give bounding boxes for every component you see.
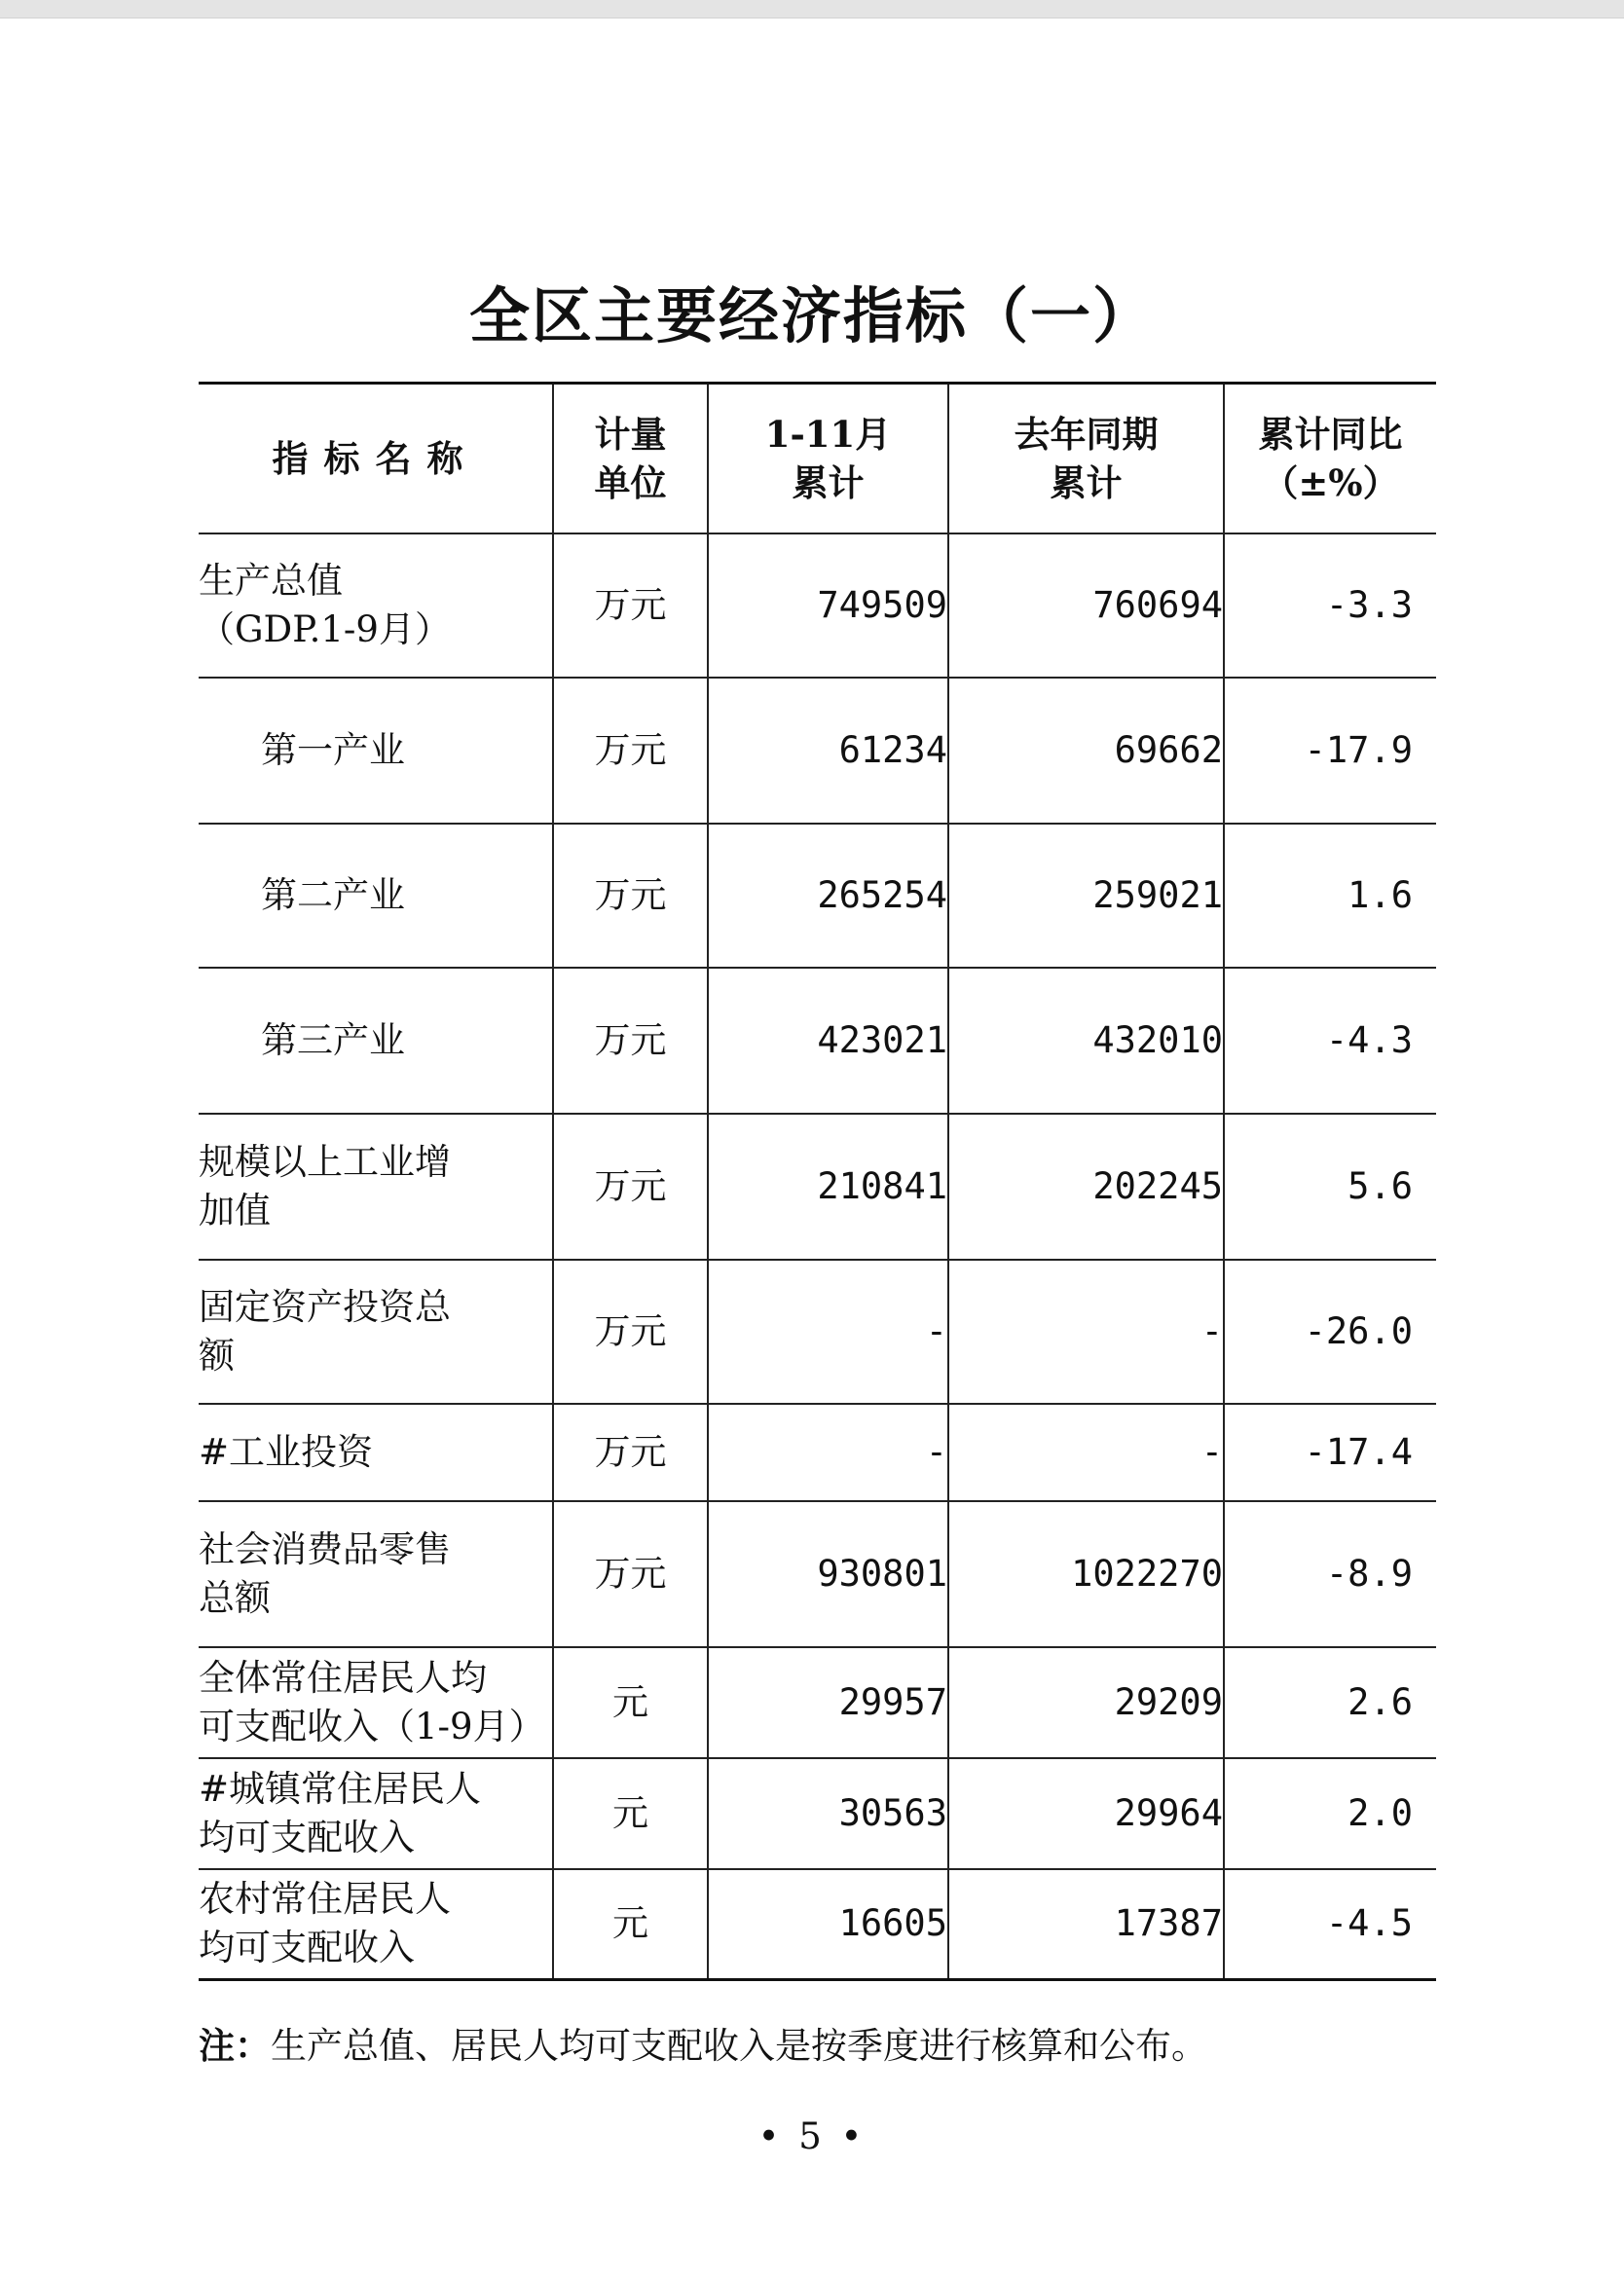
footnote-text: 生产总值、居民人均可支配收入是按季度进行核算和公布。 — [271, 2025, 1207, 2067]
current-cumulative: 423021 — [708, 968, 948, 1114]
table-row — [199, 1501, 1436, 1647]
current-cumulative: 16605 — [708, 1869, 948, 1979]
last-year-cumulative: - — [948, 1260, 1224, 1404]
indicator-name — [199, 968, 553, 1114]
indicator-name — [199, 1758, 553, 1869]
indicator-name — [199, 824, 553, 968]
indicator-name-line: 加值 — [199, 1190, 271, 1231]
indicator-name-line: 第一产业 — [261, 729, 405, 771]
last-year-cumulative: 1022270 — [948, 1501, 1224, 1647]
footnote-lead: 注： — [199, 2024, 271, 2067]
indicator-name-line: 均可支配收入 — [199, 1927, 415, 1969]
indicator-name — [199, 1501, 553, 1647]
indicator-name-line: 全体常住居民人均 — [199, 1657, 487, 1699]
indicator-name-line: 额 — [199, 1335, 235, 1377]
header-last-year-line1: 去年同期 — [1014, 413, 1159, 456]
header-current — [708, 384, 948, 534]
indicator-unit: 万元 — [553, 1404, 708, 1501]
indicator-name-line: 社会消费品零售 — [199, 1528, 451, 1570]
indicator-name-line: 固定资产投资总 — [199, 1286, 451, 1328]
header-unit-line1: 计量 — [594, 413, 667, 456]
indicator-name-line: （GDP.1-9月） — [199, 608, 451, 650]
indicator-name-line: #城镇常住居民人 — [199, 1768, 482, 1810]
yoy-change: 5.6 — [1224, 1114, 1436, 1260]
footnote — [199, 2021, 1464, 2071]
indicator-name-line: 规模以上工业增 — [199, 1141, 451, 1183]
indicator-name — [199, 1647, 553, 1758]
yoy-change: -17.4 — [1224, 1404, 1436, 1501]
indicator-unit: 万元 — [553, 1501, 708, 1647]
header-last-year — [948, 384, 1224, 534]
indicator-name — [199, 1260, 553, 1404]
current-cumulative: - — [708, 1404, 948, 1501]
indicator-name — [199, 1869, 553, 1979]
header-current-line1: 1-11月 — [764, 413, 892, 456]
indicator-unit: 万元 — [553, 824, 708, 968]
yoy-change: -3.3 — [1224, 533, 1436, 678]
last-year-cumulative: 760694 — [948, 533, 1224, 678]
indicator-name-line: 生产总值 — [199, 560, 343, 602]
last-year-cumulative: 29964 — [948, 1758, 1224, 1869]
page-number: • 5 • — [757, 2115, 867, 2157]
table-row — [199, 968, 1436, 1114]
table-row — [199, 1404, 1436, 1501]
header-unit-line2: 单位 — [594, 461, 667, 504]
indicator-name-line: 农村常住居民人 — [199, 1878, 451, 1921]
table-row — [199, 1869, 1436, 1979]
current-cumulative: 265254 — [708, 824, 948, 968]
current-cumulative: 749509 — [708, 533, 948, 678]
last-year-cumulative: 202245 — [948, 1114, 1224, 1260]
current-cumulative: - — [708, 1260, 948, 1404]
page-title: 全区主要经济指标（一） — [468, 280, 1155, 351]
indicator-name-line: 可支配收入（1-9月） — [199, 1706, 545, 1747]
indicator-unit: 万元 — [553, 678, 708, 824]
table-row — [199, 1758, 1436, 1869]
yoy-change: 2.6 — [1224, 1647, 1436, 1758]
indicator-name — [199, 1114, 553, 1260]
header-yoy — [1224, 384, 1436, 534]
last-year-cumulative: 29209 — [948, 1647, 1224, 1758]
table-row — [199, 1260, 1436, 1404]
table-row — [199, 533, 1436, 678]
indicator-name-line: 总额 — [199, 1577, 271, 1619]
header-current-line2: 累计 — [792, 461, 865, 504]
header-unit — [553, 384, 708, 534]
indicator-name — [199, 1404, 553, 1501]
viewer-top-band — [0, 0, 1624, 18]
indicator-unit: 元 — [553, 1647, 708, 1758]
yoy-change: 2.0 — [1224, 1758, 1436, 1869]
indicator-name — [199, 533, 553, 678]
yoy-change: 1.6 — [1224, 824, 1436, 968]
indicator-unit: 元 — [553, 1758, 708, 1869]
yoy-change: -4.5 — [1224, 1869, 1436, 1979]
table-row — [199, 678, 1436, 824]
table-row — [199, 1114, 1436, 1260]
yoy-change: -8.9 — [1224, 1501, 1436, 1647]
current-cumulative: 29957 — [708, 1647, 948, 1758]
header-last-year-line2: 累计 — [1050, 461, 1123, 504]
yoy-change: -17.9 — [1224, 678, 1436, 824]
current-cumulative: 30563 — [708, 1758, 948, 1869]
indicator-unit: 万元 — [553, 1260, 708, 1404]
economic-indicators-table — [199, 382, 1436, 1981]
indicator-unit: 元 — [553, 1869, 708, 1979]
indicator-unit: 万元 — [553, 968, 708, 1114]
last-year-cumulative: 69662 — [948, 678, 1224, 824]
indicator-name — [199, 678, 553, 824]
header-indicator-name: 指标名称 — [199, 384, 553, 534]
table-row — [199, 824, 1436, 968]
last-year-cumulative: 259021 — [948, 824, 1224, 968]
header-yoy-line2: （±%） — [1262, 461, 1399, 504]
indicator-unit: 万元 — [553, 1114, 708, 1260]
indicator-name-line: 均可支配收入 — [199, 1817, 415, 1858]
last-year-cumulative: 432010 — [948, 968, 1224, 1114]
yoy-change: -4.3 — [1224, 968, 1436, 1114]
last-year-cumulative: - — [948, 1404, 1224, 1501]
current-cumulative: 210841 — [708, 1114, 948, 1260]
indicator-name-line: 第二产业 — [261, 874, 405, 916]
yoy-change: -26.0 — [1224, 1260, 1436, 1404]
table-header-row — [199, 384, 1436, 534]
header-yoy-line1: 累计同比 — [1258, 413, 1403, 456]
indicator-name-line: #工业投资 — [199, 1431, 374, 1473]
current-cumulative: 930801 — [708, 1501, 948, 1647]
indicator-unit: 万元 — [553, 533, 708, 678]
current-cumulative: 61234 — [708, 678, 948, 824]
last-year-cumulative: 17387 — [948, 1869, 1224, 1979]
table-row — [199, 1647, 1436, 1758]
indicator-name-line: 第三产业 — [261, 1019, 405, 1061]
